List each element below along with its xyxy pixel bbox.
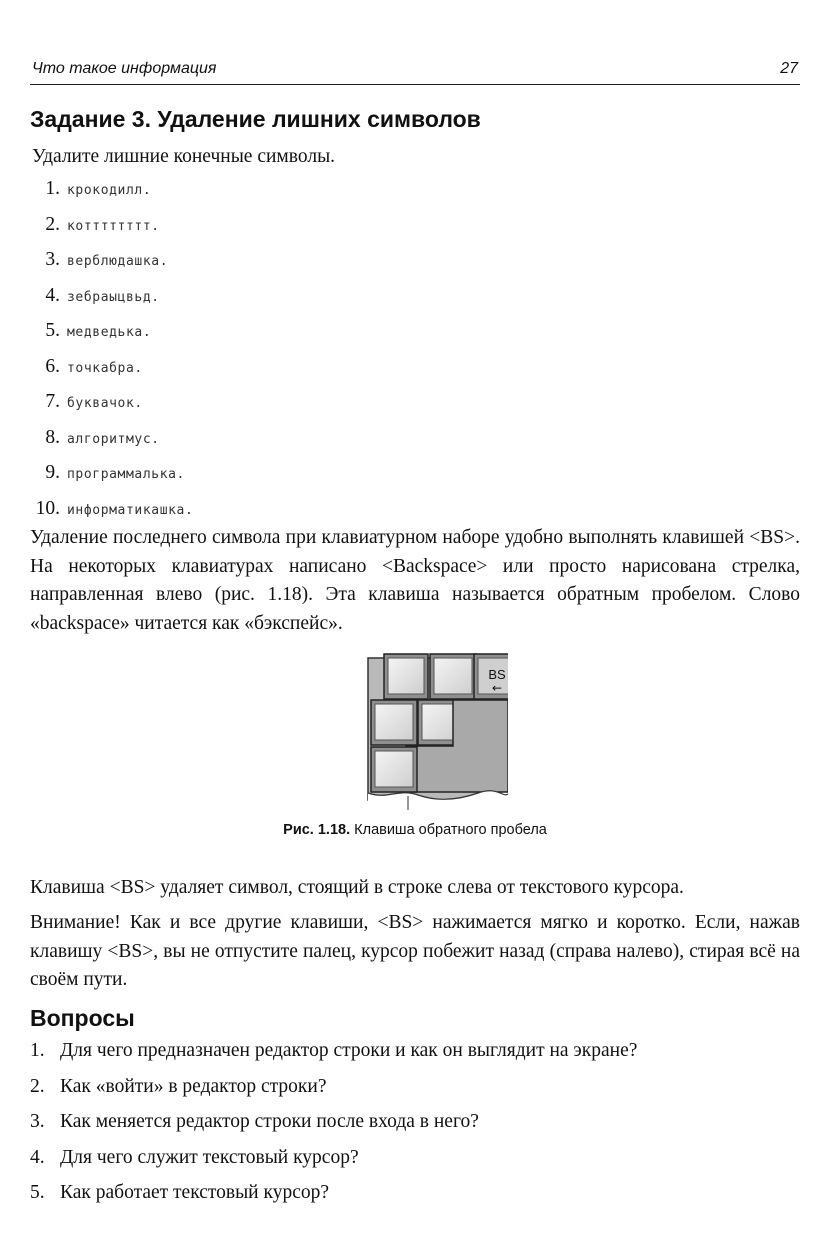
question-number: 5.: [30, 1182, 45, 1204]
paragraph-warning: Внимание! Как и все другие клавиши, <BS> нажимается мягко и коротко. Если, нажав клавишу <BS>, вы не отпустите палец, курсор побежит назад (справа налево), стирая всё на своём пути.: [30, 912, 800, 990]
page-number: 27: [780, 60, 798, 77]
key-top-left: [384, 654, 428, 699]
key-bottom-left: [371, 747, 417, 792]
task-item: [30, 389, 430, 425]
task-item-word: буквачок.: [67, 396, 143, 411]
task-item-number: 6.: [45, 355, 60, 377]
arrow-left-icon: ←: [491, 681, 503, 695]
task-item-word: медведька.: [67, 325, 152, 340]
task-item-number: 7.: [45, 391, 60, 412]
keyboard-figure: [338, 650, 508, 815]
task-item: [30, 283, 430, 319]
question-number: 4.: [30, 1146, 45, 1168]
questions-heading: Вопросы: [30, 1005, 135, 1031]
task-item-word: алгоритмус.: [67, 431, 160, 447]
task-item-word: верблюдашка.: [67, 254, 169, 269]
task-item-number: 9.: [45, 462, 60, 483]
figure-caption-label: Рис. 1.18.: [283, 822, 351, 838]
task-item-word: зебраыцвьд.: [67, 289, 160, 305]
task-item-number: 2.: [45, 213, 60, 235]
paragraph-backspace-intro: Удаление последнего символа при клавиатурном наборе удобно выполнять клавишей <BS>. На некоторых клавиатурах написано <Backspace> или просто нарисована стрелка, направленная влево (рис. 1.18). Эта клавиша называется обратным пробелом. Слово «backspace» читается как «бэкспейс».: [30, 527, 800, 634]
chapter-title: Что такое информация: [32, 60, 217, 77]
task-item-number: 3.: [45, 249, 60, 270]
question-text: Для чего предназначен редактор строки и как он выглядит на экране?: [60, 1040, 638, 1061]
task-list: [30, 176, 430, 531]
key-top-middle: [430, 654, 476, 699]
task-item: [30, 212, 430, 248]
task-item-word: крокодилл.: [67, 183, 152, 198]
task-item-number: 8.: [45, 426, 60, 448]
task-item-number: 1.: [45, 178, 60, 199]
task-item-number: 5.: [45, 320, 60, 341]
backspace-key-label: BS: [488, 667, 506, 682]
task-item: [30, 460, 430, 496]
figure-caption-text: Клавиша обратного пробела: [354, 822, 547, 838]
task-item: [30, 425, 430, 461]
question-text: Как «войти» в редактор строки?: [60, 1075, 327, 1097]
task-item: [30, 176, 430, 212]
question-text: Как работает текстовый курсор?: [60, 1182, 330, 1204]
task-heading: Задание 3. Удаление лишних символов: [30, 106, 481, 132]
book-page: [30, 0, 800, 1239]
running-header: [30, 58, 800, 85]
question-number: 3.: [30, 1111, 45, 1133]
task-item: [30, 247, 430, 283]
key-middle-left: [371, 700, 417, 745]
figure-caption: [30, 822, 800, 838]
task-item-number: 4.: [45, 284, 60, 306]
question-number: 1.: [30, 1040, 45, 1061]
task-item-word: котттттттт.: [67, 218, 160, 234]
task-item-word: программалька.: [67, 467, 185, 482]
question-text: Для чего служит текстовый курсор?: [60, 1146, 359, 1168]
paragraph-bs-function: Клавиша <BS> удаляет символ, стоящий в строке слева от текстового курсора.: [30, 877, 684, 898]
task-item-word: точкабра.: [67, 360, 143, 376]
question-number: 2.: [30, 1075, 45, 1097]
task-item-word: информатикашка.: [67, 502, 194, 518]
question-text: Как меняется редактор строки после входа в него?: [60, 1111, 479, 1133]
task-item-number: 10.: [35, 497, 60, 519]
task-intro: Удалите лишние конечные символы.: [32, 146, 336, 167]
task-item: [30, 318, 430, 354]
backspace-key: [474, 654, 508, 699]
task-item: [30, 354, 430, 390]
